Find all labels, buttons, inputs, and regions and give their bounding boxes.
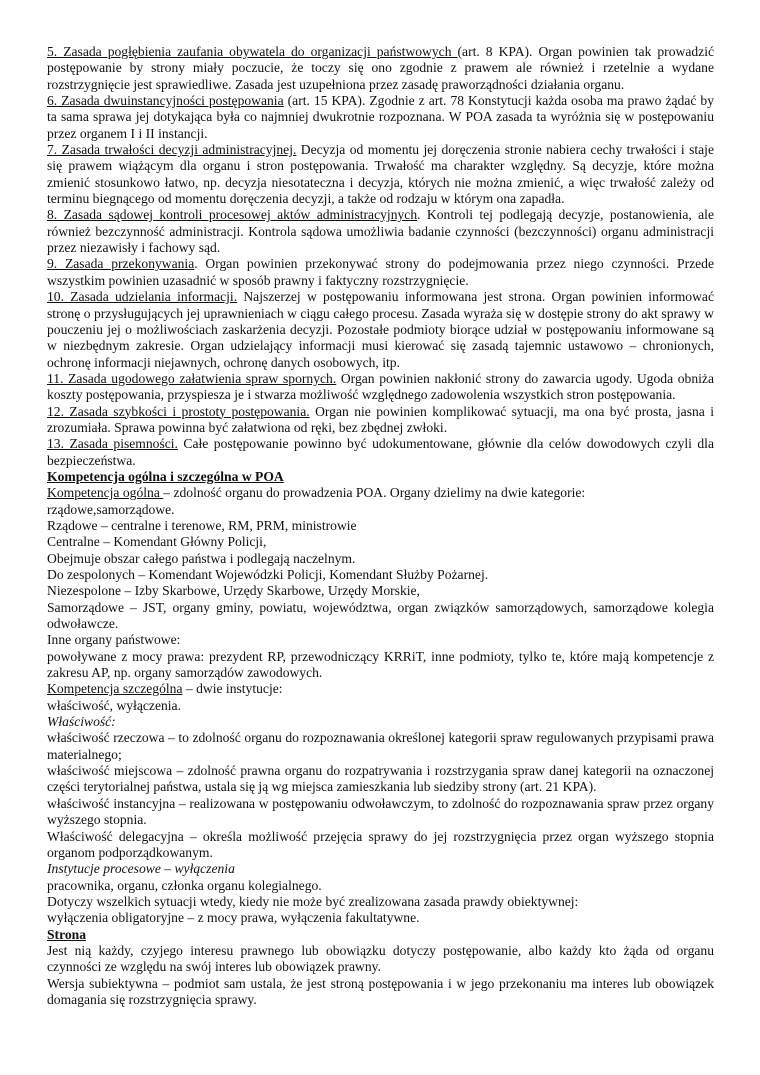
kompetencja-ogolna xyxy=(47,485,714,501)
document-page xyxy=(47,44,714,1008)
principle-12 xyxy=(47,404,714,437)
section-title-kompetencja: Kompetencja ogólna i szczególna w POA xyxy=(47,468,284,484)
line-dotyczy: Dotyczy wszelkich sytuacji wtedy, kiedy nie może być zrealizowana zasada prawdy obiektywnej: xyxy=(47,893,579,909)
line-rzadowe: Rządowe – centralne i terenowe, RM, PRM, ministrowie xyxy=(47,517,357,533)
principle-13-text: Całe postępowanie powinno być udokumentowane, głównie dla celów dowodowych czyli dla bezpieczeństwa. xyxy=(47,436,714,468)
line-jest-nia: Jest nią każdy, czyjego interesu prawnego lub obowiązku dotyczy postępowanie, albo każdy kto żąda od organu czynności ze względu na swój interes lub obowiązek prawny. xyxy=(47,942,714,975)
kompetencja-szczegolna xyxy=(47,681,714,697)
line-samorzadowe: Samorządowe – JST, organy gminy, powiatu, województwa, organ związków samorządowych, samorządowe kolegia odwoławcze. xyxy=(47,599,714,632)
principle-8-text: . Kontroli tej podlegają decyzje, postanowienia, ale również bezczynność administracji. Kontrola sądowa umożliwia badanie czynności (bezczynności) organu administracji przez niezawisły i fachowy sąd. xyxy=(47,207,714,256)
line-wlasciwosc-wylaczenia: właściwość, wyłączenia. xyxy=(47,697,181,713)
line-wersja-subiektywna: Wersja subiektywna – podmiot sam ustala, że jest stroną postępowania i w jego przekonaniu ma interes lub obowiązek domagania się rozstrzygnięcia sprawy. xyxy=(47,975,714,1007)
kompetencja-ogolna-text: – zdolność organu do prowadzenia POA. Organy dzielimy na dwie kategorie: xyxy=(163,485,586,501)
principle-10-heading: 10. Zasada udzielania informacji. xyxy=(47,289,238,305)
principle-9-text: . Organ powinien przekonywać strony do podejmowania przez niego czynności. Przede wszystkim powinien uzasadnić w sposób prawny i faktyczny rozstrzygnięcie. xyxy=(47,256,714,288)
line-wlasciwosc-rzeczowa: właściwość rzeczowa – to zdolność organu do rozpoznawania określonej kategorii spraw regulowanych przypisami prawa materialnego; xyxy=(47,730,714,762)
principle-5-text: (art. 8 KPA). Organ powinien tak prowadzić postępowanie by strony miały poczucie, że toczy się ono zgodnie z prawem ale również i rzetelnie a wydane rozstrzygnięcie jest sprawiedliwe. Zasada jest uzupełniona przez zasadę praworządności działania organu. xyxy=(47,44,715,92)
line-rzadowe-samorzadowe: rządowe,samorządowe. xyxy=(47,501,175,517)
principle-12-text: Organ nie powinien komplikować sytuacji, ma ona być prosta, jasna i zrozumiała. Sprawa powinna być załatwiona od ręki, bez zbędnej zwłoki. xyxy=(47,403,714,435)
line-wlasciwosc-miejscowa: właściwość miejscowa – zdolność prawna organu do rozpatrywania i rozstrzygania spraw danej kategorii na oznaczonej części terytorialnej państwa, ustala się ją wg miejsca zamieszkania lub siedziby strony (art. 21 KPA). xyxy=(47,763,714,795)
principle-10-text: Najszerzej w postępowaniu informowana jest strona. Organ powinien informować stronę o przysługujących jej uprawnieniach w ciągu całego procesu. Zasada wyraża się w dostępie strony do akt sprawy w pouczeniu jej o możliwościach zaskarżenia decyzji. Pozostałe podmioty biorące udział w postępowaniu informowane są w niezbędnym zakresie. Organ udzielający informacji musi kierować się zasadą tajemnic ustawowo – chronionych, ochronę informacji niejawnych, ochronę danych osobowych, itp. xyxy=(47,289,714,370)
line-obejmuje: Obejmuje obszar całego państwa i podlegają naczelnym. xyxy=(47,550,356,566)
principle-13-heading: 13. Zasada pisemności. xyxy=(47,436,178,452)
line-wlasciwosc-delegacyjna: Właściwość delegacyjna – określa możliwość przejęcia sprawy do jej rozstrzygnięcia przez organ wyższego stopnia organom podporządkowanym. xyxy=(47,828,714,860)
principle-10 xyxy=(47,289,714,371)
line-pracownika: pracownika, organu, członka organu kolegialnego. xyxy=(47,877,322,893)
principle-6 xyxy=(47,93,714,142)
line-powolywane: powoływane z mocy prawa: prezydent RP, przewodniczący KRRiT, inne podmioty, tylko te, które mają kompetencje z zakresu AP, np. organy samorządów zawodowych. xyxy=(47,648,714,681)
line-wlasciwosc-instancyjna: właściwość instancyjna – realizowana w postępowaniu odwoławczym, to zdolność do rozpoznawania spraw przez organy wyższego stopnia. xyxy=(47,795,714,828)
principle-9 xyxy=(47,256,714,289)
principle-9-heading: 9. Zasada przekonywania xyxy=(47,256,195,272)
line-inne-organy: Inne organy państwowe: xyxy=(47,632,181,648)
line-zespolone: Do zespolonych – Komendant Wojewódzki Policji, Komendant Służby Pożarnej. xyxy=(47,567,489,582)
principle-6-text: (art. 15 KPA). Zgodnie z art. 78 Konstytucji każda osoba ma prawo żądać by ta sama sprawa jej dotykająca była co najmniej dwukrotnie rozpoznana. W POA zasada ta wyróżnia się w postępowaniu przez organem I i II instancji. xyxy=(47,93,714,141)
kompetencja-szczegolna-text: – dwie instytucje: xyxy=(182,681,283,697)
principle-11-text: Organ powinien nakłonić strony do zawarcia ugody. Ugoda obniża koszty postępowania, przyspiesza je i stwarza możliwość względnego zadowolenia wszystkich stron postępowania. xyxy=(47,370,714,403)
line-niezespolone: Niezespolone – Izby Skarbowe, Urzędy Skarbowe, Urzędy Morskie, xyxy=(47,583,420,599)
principle-7 xyxy=(47,142,714,207)
principle-11-heading: 11. Zasada ugodowego załatwienia spraw spornych. xyxy=(47,370,337,386)
section-title-strona: Strona xyxy=(47,926,87,942)
principle-7-text: Decyzja od momentu jej doręczenia stronie nabiera cechy trwałości i staje się prawem wiążącym dla organu i stron postępowania. Trwałość ma charakter względny. Są decyzje, które można zmienić stosunkowo łatwo, np. decyzja niesotateczna i decyzja, których nie można zmienić, a więc trwałość zależy od terminu biegnącego od momentu doręczenia decyzji, a także od rodzaju w którym ona zapadła. xyxy=(47,142,714,207)
label-instytucje-procesowe: Instytucje procesowe – wyłączenia xyxy=(47,861,235,877)
principle-7-heading: 7. Zasada trwałości decyzji administracyjnej. xyxy=(47,142,297,158)
label-wlasciwosc: Właściwość: xyxy=(47,714,116,730)
principle-6-heading: 6. Zasada dwuinstancyjności postępowania xyxy=(47,93,284,109)
kompetencja-szczegolna-heading: Kompetencja szczególna xyxy=(47,681,183,697)
principle-11 xyxy=(47,371,714,404)
principle-8-heading: 8. Zasada sądowej kontroli procesowej aktów administracyjnych xyxy=(47,207,418,223)
principle-5 xyxy=(47,44,714,93)
principle-13 xyxy=(47,436,714,469)
kompetencja-ogolna-heading: Kompetencja ogólna xyxy=(47,485,164,501)
principle-5-heading: 5. Zasada pogłębienia zaufania obywatela do organizacji państwowych xyxy=(47,44,458,59)
principle-12-heading: 12. Zasada szybkości i prostoty postępowania. xyxy=(47,403,310,419)
line-wylaczenia: wyłączenia obligatoryjne – z mocy prawa, wyłączenia fakultatywne. xyxy=(47,910,420,926)
line-centralne: Centralne – Komendant Główny Policji, xyxy=(47,534,267,550)
principle-8 xyxy=(47,207,714,256)
